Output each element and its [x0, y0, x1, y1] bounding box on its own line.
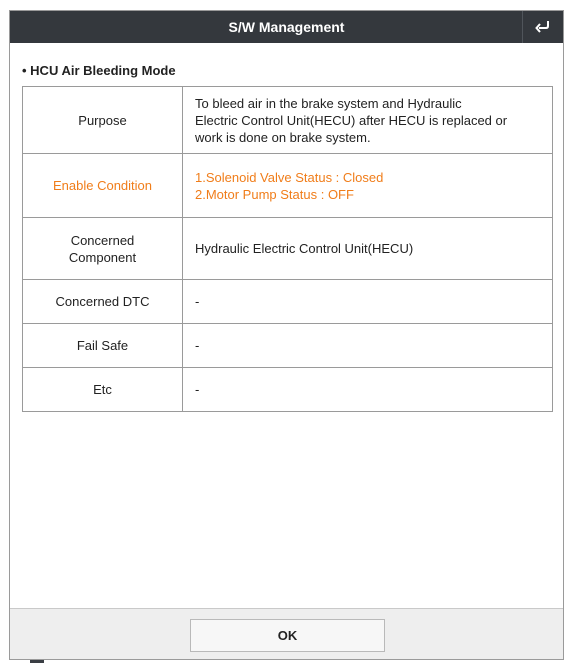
row-value: [183, 280, 553, 324]
window-title: S/W Management: [228, 19, 345, 35]
row-value: [183, 368, 553, 412]
return-arrow-icon: [535, 20, 551, 34]
dialog-footer: [10, 608, 563, 659]
table-row: [23, 87, 553, 154]
bottom-edge-marker: [30, 660, 44, 663]
sw-management-dialog: [9, 10, 564, 660]
section-title: • HCU Air Bleeding Mode: [22, 63, 176, 78]
label-line: Component: [68, 249, 137, 265]
table-row: [23, 280, 553, 324]
value-line: -: [195, 294, 200, 309]
ok-button[interactable]: OK: [190, 619, 385, 652]
row-value: [183, 324, 553, 368]
value-line: Hydraulic Electric Control Unit(HECU): [195, 241, 414, 256]
row-value: [183, 218, 553, 280]
table-row: [23, 218, 553, 280]
value-line: Electric Control Unit(HECU) after HECU is replaced or: [195, 112, 508, 128]
label-line: Concerned: [70, 232, 135, 248]
row-value: [183, 154, 553, 218]
titlebar: [10, 11, 563, 43]
table-row: [23, 368, 553, 412]
row-label: Purpose: [23, 87, 183, 154]
row-label: Fail Safe: [23, 324, 183, 368]
row-label: Concerned DTC: [23, 280, 183, 324]
table-row: [23, 324, 553, 368]
return-button[interactable]: [522, 11, 563, 43]
row-label: [23, 218, 183, 280]
value-line: 2.Motor Pump Status : OFF: [195, 186, 354, 202]
value-line: To bleed air in the brake system and Hydraulic: [195, 95, 462, 111]
value-line: work is done on brake system.: [195, 129, 371, 145]
value-line: -: [195, 382, 200, 397]
row-value: [183, 87, 553, 154]
value-line: -: [195, 338, 200, 353]
row-label: Enable Condition: [23, 154, 183, 218]
info-table: [22, 86, 553, 412]
value-line: 1.Solenoid Valve Status : Closed: [195, 169, 384, 185]
row-label: Etc: [23, 368, 183, 412]
table-row: [23, 154, 553, 218]
